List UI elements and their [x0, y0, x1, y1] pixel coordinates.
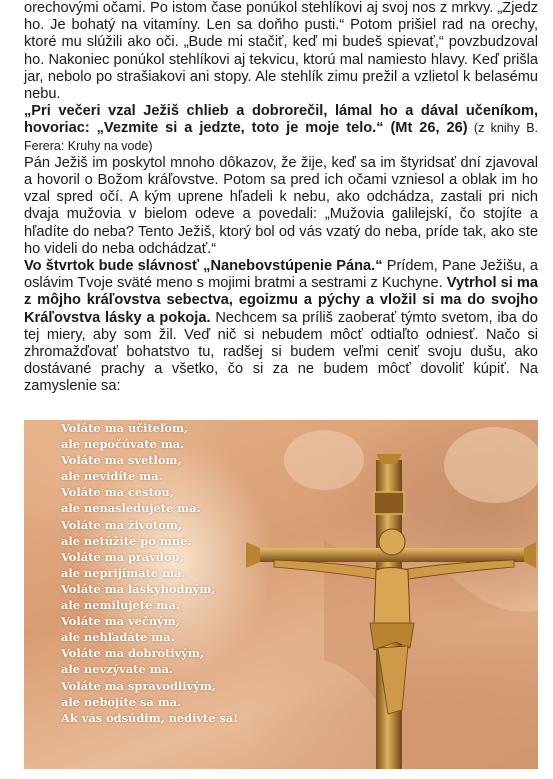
poem-line: Voláte ma spravodlivým, [61, 678, 216, 693]
poem-line: ale netúžite po mne. [61, 533, 192, 548]
poem-line: ale nevidíte ma. [61, 469, 163, 484]
poem-line: ale neprijímate ma. [61, 565, 186, 580]
corpus-head [379, 529, 405, 555]
fresco-halo [284, 430, 364, 490]
cross-plaque [374, 492, 404, 514]
poem-line: Ak vás odsúdim, nedivte sa! [61, 710, 239, 725]
crucifix-image [24, 420, 538, 769]
poem-line: ale nebojíte sa ma. [61, 694, 182, 709]
paragraph-ascension: Pán Ježiš im poskytol mnoho dôkazov, že žije, keď sa im štyridsať dní zjavoval a hovoril o Božom kráľovstve. Potom sa pred ich očami vzniesol a oblak im ho vzal spred očí. A kým uprene hľadeli k nebu, ako odchádza, zastali pri nich dvaja mužovia v bielom odeve a povedali: „Mužovia galilejskí, čo stojíte a hľadíte do neba? Tento Ježiš, ktorý bol od vás vzatý do neba, príde tak, ako ste ho videli do neba odchádzať.“ [24, 154, 538, 257]
poem-line: Voláte ma učiteľom, [61, 421, 188, 435]
poem-line: ale nevzývate ma. [61, 662, 174, 677]
article-text [24, 0, 538, 396]
feast-text-2: Nechcem sa príliš zaoberať týmto svetom, iba do tej miery, aby som žil. Veď nič si nebudem môcť odtiaľto odniesť. Načo si zhromažďovať bohatstvo tu, radšej si budem veľmi ceniť svoju dušu, ako dostávané prachy a všetko, čo si za ne budem môcť dovoliť kúpiť. Na zamyslenie sa: [24, 309, 538, 395]
poem-line: Voláte ma večným, [61, 614, 180, 629]
poem-line: ale nehľadáte ma. [61, 630, 175, 645]
feast-announcement: Vo štvrtok bude slávnosť „Nanebovstúpenie Pána.“ [24, 258, 383, 275]
bible-quote-text: „Pri večeri vzal Ježiš chlieb a dobrorečil, lámal ho a dával učeníkom, hovoriac: „Vezmite si a jedzte, toto je moje telo.“ (Mt 26, 26) [24, 103, 538, 137]
poem [61, 420, 238, 726]
corpus-torso [374, 568, 410, 629]
feast-bold-prayer: Vytrhol si ma z môjho kráľovstva sebectva, egoizmu a pýchy a vložil si ma do svojho Kráľovstva lásky a pokoja. [24, 275, 538, 326]
poem-line: ale nenasledujete ma. [61, 501, 201, 516]
poem-line: Voláte ma cestou, [61, 485, 174, 500]
poem-line: Voláte ma dobrotivým, [61, 646, 204, 661]
feast-text-1: Prídem, Pane Ježišu, a oslávim Tvoje sväté meno s mojimi bratmi a sestrami z Kuchyne. [24, 258, 538, 292]
poem-line: ale nepočúvate ma. [61, 437, 185, 452]
cross-ornament [246, 542, 260, 568]
cross-ornament [524, 542, 536, 568]
poem-line: Voláte ma životom, [61, 517, 182, 532]
poem-line: Voláte ma láskyhodným, [61, 581, 216, 596]
bible-quote [24, 103, 538, 155]
paragraph-feast [24, 258, 538, 396]
poem-line: Voláte ma svetlom, [61, 453, 182, 468]
poem-line: Voláte ma pravdou, [61, 549, 184, 564]
quote-source: (z knihy B. Ferera: Kruhy na vode) [24, 121, 539, 153]
paragraph-story-end: orechovými očami. Po istom čase ponúkol stehlíkovi aj svoj nos z mrkvy. „Zjedz ho. Je bohatý na vitamíny. Len sa doňho pusti.“ Potom prišiel rad na orechy, ktoré mu slúžili ako oči. „Bude mi stačiť, keď mi budeš spievať,“ povzbudzoval ho. Nakoniec ponúkol stehlíkovi aj tekvicu, ktorú mal namiesto hlavy. Keď prišla jar, nebolo po strašiakovi ani stopy. Ale stehlík zimu prežil a vzlietol k belasému nebu. [24, 0, 538, 103]
poem-line: ale nemilujete ma. [61, 598, 180, 613]
fresco-halo [444, 427, 538, 503]
